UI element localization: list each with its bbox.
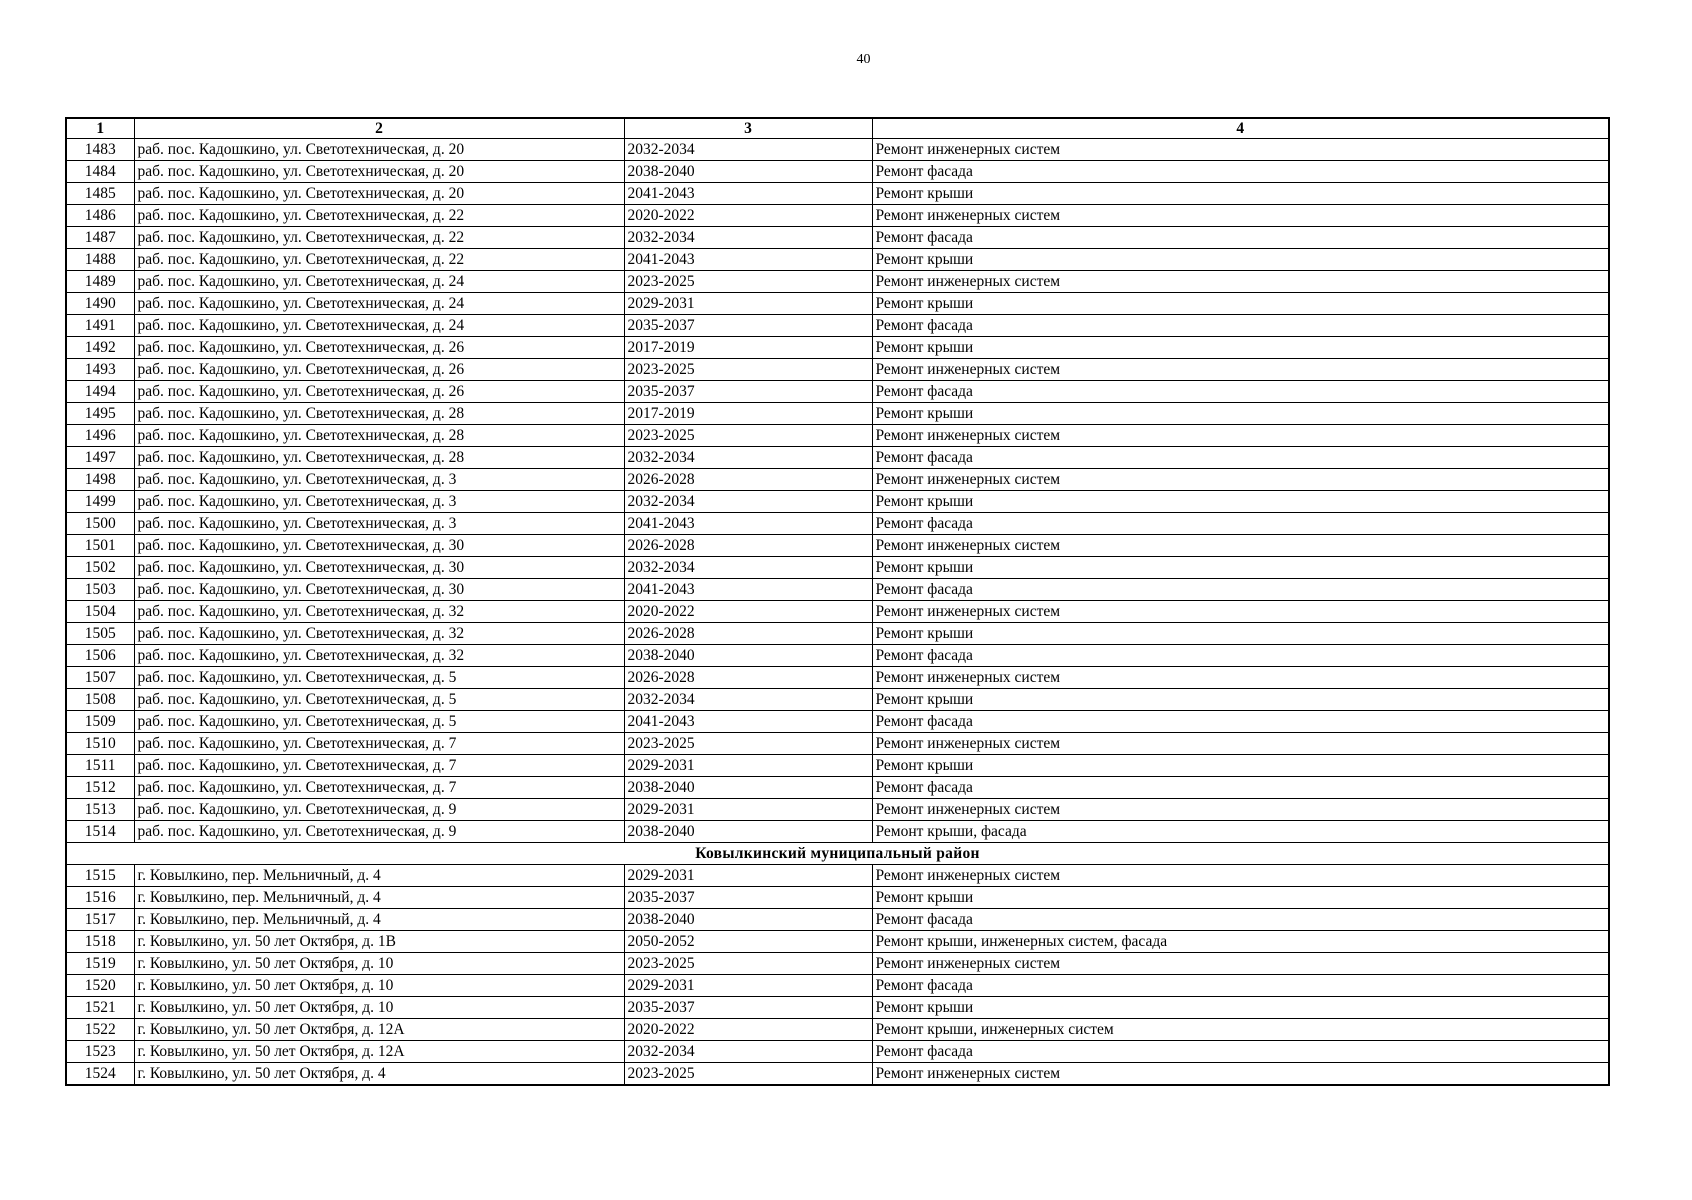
row-number: 1490 bbox=[66, 293, 134, 315]
row-address: раб. пос. Кадошкино, ул. Светотехническая, д. 5 bbox=[134, 711, 624, 733]
row-work-type: Ремонт крыши bbox=[872, 403, 1609, 425]
row-number: 1485 bbox=[66, 183, 134, 205]
table-row bbox=[66, 139, 1609, 161]
section-row bbox=[66, 843, 1609, 865]
row-work-type: Ремонт инженерных систем bbox=[872, 601, 1609, 623]
row-number: 1505 bbox=[66, 623, 134, 645]
row-work-type: Ремонт инженерных систем bbox=[872, 733, 1609, 755]
header-row bbox=[66, 118, 1609, 139]
row-work-type: Ремонт фасада bbox=[872, 513, 1609, 535]
row-number: 1503 bbox=[66, 579, 134, 601]
row-period: 2032-2034 bbox=[624, 689, 872, 711]
row-address: раб. пос. Кадошкино, ул. Светотехническая, д. 3 bbox=[134, 491, 624, 513]
row-address: раб. пос. Кадошкино, ул. Светотехническая, д. 9 bbox=[134, 821, 624, 843]
row-work-type: Ремонт инженерных систем bbox=[872, 425, 1609, 447]
row-work-type: Ремонт фасада bbox=[872, 579, 1609, 601]
row-address: раб. пос. Кадошкино, ул. Светотехническая, д. 28 bbox=[134, 447, 624, 469]
table-row bbox=[66, 1063, 1609, 1086]
row-work-type: Ремонт инженерных систем bbox=[872, 359, 1609, 381]
table-row bbox=[66, 1019, 1609, 1041]
row-address: раб. пос. Кадошкино, ул. Светотехническая, д. 30 bbox=[134, 535, 624, 557]
row-period: 2038-2040 bbox=[624, 821, 872, 843]
row-work-type: Ремонт фасада bbox=[872, 161, 1609, 183]
row-number: 1496 bbox=[66, 425, 134, 447]
row-period: 2035-2037 bbox=[624, 381, 872, 403]
row-number: 1519 bbox=[66, 953, 134, 975]
table-row bbox=[66, 755, 1609, 777]
table-row bbox=[66, 315, 1609, 337]
row-period: 2020-2022 bbox=[624, 205, 872, 227]
row-number: 1522 bbox=[66, 1019, 134, 1041]
row-period: 2041-2043 bbox=[624, 249, 872, 271]
row-period: 2023-2025 bbox=[624, 733, 872, 755]
row-work-type: Ремонт фасада bbox=[872, 1041, 1609, 1063]
row-number: 1487 bbox=[66, 227, 134, 249]
table-row bbox=[66, 865, 1609, 887]
row-number: 1502 bbox=[66, 557, 134, 579]
row-period: 2035-2037 bbox=[624, 997, 872, 1019]
row-address: раб. пос. Кадошкино, ул. Светотехническая, д. 30 bbox=[134, 557, 624, 579]
table-row bbox=[66, 513, 1609, 535]
row-work-type: Ремонт фасада bbox=[872, 711, 1609, 733]
row-period: 2032-2034 bbox=[624, 491, 872, 513]
row-work-type: Ремонт крыши bbox=[872, 623, 1609, 645]
row-period: 2023-2025 bbox=[624, 953, 872, 975]
row-work-type: Ремонт фасада bbox=[872, 447, 1609, 469]
row-number: 1523 bbox=[66, 1041, 134, 1063]
table-row bbox=[66, 975, 1609, 997]
table-row bbox=[66, 623, 1609, 645]
row-period: 2023-2025 bbox=[624, 359, 872, 381]
row-number: 1521 bbox=[66, 997, 134, 1019]
table-row bbox=[66, 205, 1609, 227]
row-work-type: Ремонт фасада bbox=[872, 227, 1609, 249]
row-address: раб. пос. Кадошкино, ул. Светотехническая, д. 30 bbox=[134, 579, 624, 601]
table-row bbox=[66, 733, 1609, 755]
row-number: 1516 bbox=[66, 887, 134, 909]
row-number: 1500 bbox=[66, 513, 134, 535]
table-row bbox=[66, 557, 1609, 579]
row-work-type: Ремонт крыши bbox=[872, 183, 1609, 205]
row-address: раб. пос. Кадошкино, ул. Светотехническая, д. 20 bbox=[134, 183, 624, 205]
row-number: 1514 bbox=[66, 821, 134, 843]
row-period: 2038-2040 bbox=[624, 161, 872, 183]
row-address: раб. пос. Кадошкино, ул. Светотехническая, д. 7 bbox=[134, 733, 624, 755]
row-period: 2029-2031 bbox=[624, 975, 872, 997]
row-work-type: Ремонт инженерных систем bbox=[872, 139, 1609, 161]
row-address: раб. пос. Кадошкино, ул. Светотехническая, д. 32 bbox=[134, 645, 624, 667]
row-address: раб. пос. Кадошкино, ул. Светотехническая, д. 5 bbox=[134, 667, 624, 689]
row-work-type: Ремонт инженерных систем bbox=[872, 205, 1609, 227]
row-work-type: Ремонт инженерных систем bbox=[872, 535, 1609, 557]
row-work-type: Ремонт крыши bbox=[872, 293, 1609, 315]
row-work-type: Ремонт крыши bbox=[872, 887, 1609, 909]
row-address: раб. пос. Кадошкино, ул. Светотехническая, д. 9 bbox=[134, 799, 624, 821]
table-row bbox=[66, 359, 1609, 381]
row-number: 1499 bbox=[66, 491, 134, 513]
row-period: 2041-2043 bbox=[624, 711, 872, 733]
row-address: г. Ковылкино, ул. 50 лет Октября, д. 10 bbox=[134, 975, 624, 997]
row-address: раб. пос. Кадошкино, ул. Светотехническая, д. 24 bbox=[134, 315, 624, 337]
row-number: 1497 bbox=[66, 447, 134, 469]
table-row bbox=[66, 161, 1609, 183]
row-number: 1508 bbox=[66, 689, 134, 711]
row-work-type: Ремонт крыши bbox=[872, 997, 1609, 1019]
row-address: раб. пос. Кадошкино, ул. Светотехническая, д. 24 bbox=[134, 293, 624, 315]
table-row bbox=[66, 777, 1609, 799]
table-row bbox=[66, 667, 1609, 689]
repair-schedule-table bbox=[65, 117, 1610, 1086]
row-address: раб. пос. Кадошкино, ул. Светотехническая, д. 7 bbox=[134, 777, 624, 799]
row-period: 2023-2025 bbox=[624, 1063, 872, 1086]
row-number: 1486 bbox=[66, 205, 134, 227]
table-row bbox=[66, 293, 1609, 315]
row-work-type: Ремонт инженерных систем bbox=[872, 1063, 1609, 1086]
table-row bbox=[66, 227, 1609, 249]
table-row bbox=[66, 1041, 1609, 1063]
row-number: 1483 bbox=[66, 139, 134, 161]
row-period: 2017-2019 bbox=[624, 337, 872, 359]
table-row bbox=[66, 645, 1609, 667]
row-address: раб. пос. Кадошкино, ул. Светотехническая, д. 22 bbox=[134, 249, 624, 271]
row-address: г. Ковылкино, ул. 50 лет Октября, д. 12А bbox=[134, 1019, 624, 1041]
row-period: 2032-2034 bbox=[624, 447, 872, 469]
row-number: 1484 bbox=[66, 161, 134, 183]
row-period: 2029-2031 bbox=[624, 865, 872, 887]
row-period: 2038-2040 bbox=[624, 645, 872, 667]
row-work-type: Ремонт крыши bbox=[872, 689, 1609, 711]
table-row bbox=[66, 337, 1609, 359]
table-row bbox=[66, 601, 1609, 623]
row-number: 1498 bbox=[66, 469, 134, 491]
row-work-type: Ремонт инженерных систем bbox=[872, 799, 1609, 821]
table-row bbox=[66, 931, 1609, 953]
row-work-type: Ремонт крыши, инженерных систем, фасада bbox=[872, 931, 1609, 953]
table-row bbox=[66, 183, 1609, 205]
row-period: 2020-2022 bbox=[624, 601, 872, 623]
row-number: 1501 bbox=[66, 535, 134, 557]
row-period: 2035-2037 bbox=[624, 887, 872, 909]
column-header-3: 3 bbox=[624, 118, 872, 139]
row-period: 2050-2052 bbox=[624, 931, 872, 953]
row-number: 1491 bbox=[66, 315, 134, 337]
row-number: 1495 bbox=[66, 403, 134, 425]
row-address: раб. пос. Кадошкино, ул. Светотехническая, д. 3 bbox=[134, 513, 624, 535]
table-row bbox=[66, 579, 1609, 601]
table-row bbox=[66, 953, 1609, 975]
row-period: 2041-2043 bbox=[624, 183, 872, 205]
row-period: 2020-2022 bbox=[624, 1019, 872, 1041]
row-number: 1492 bbox=[66, 337, 134, 359]
row-address: раб. пос. Кадошкино, ул. Светотехническая, д. 28 bbox=[134, 425, 624, 447]
row-period: 2023-2025 bbox=[624, 425, 872, 447]
row-address: раб. пос. Кадошкино, ул. Светотехническая, д. 7 bbox=[134, 755, 624, 777]
table-row bbox=[66, 469, 1609, 491]
row-period: 2032-2034 bbox=[624, 139, 872, 161]
row-work-type: Ремонт инженерных систем bbox=[872, 865, 1609, 887]
row-address: г. Ковылкино, ул. 50 лет Октября, д. 1В bbox=[134, 931, 624, 953]
row-number: 1511 bbox=[66, 755, 134, 777]
row-number: 1518 bbox=[66, 931, 134, 953]
row-work-type: Ремонт крыши bbox=[872, 337, 1609, 359]
table-row bbox=[66, 799, 1609, 821]
row-number: 1493 bbox=[66, 359, 134, 381]
column-header-4: 4 bbox=[872, 118, 1609, 139]
row-period: 2038-2040 bbox=[624, 909, 872, 931]
row-period: 2041-2043 bbox=[624, 513, 872, 535]
row-work-type: Ремонт фасада bbox=[872, 381, 1609, 403]
row-work-type: Ремонт инженерных систем bbox=[872, 667, 1609, 689]
table-body bbox=[66, 139, 1609, 1086]
row-period: 2026-2028 bbox=[624, 535, 872, 557]
row-period: 2041-2043 bbox=[624, 579, 872, 601]
column-header-1: 1 bbox=[66, 118, 134, 139]
row-work-type: Ремонт инженерных систем bbox=[872, 469, 1609, 491]
row-work-type: Ремонт фасада bbox=[872, 777, 1609, 799]
row-number: 1504 bbox=[66, 601, 134, 623]
row-address: раб. пос. Кадошкино, ул. Светотехническая, д. 28 bbox=[134, 403, 624, 425]
row-number: 1513 bbox=[66, 799, 134, 821]
row-address: раб. пос. Кадошкино, ул. Светотехническая, д. 26 bbox=[134, 359, 624, 381]
row-number: 1488 bbox=[66, 249, 134, 271]
row-address: раб. пос. Кадошкино, ул. Светотехническая, д. 20 bbox=[134, 161, 624, 183]
row-period: 2029-2031 bbox=[624, 293, 872, 315]
table-row bbox=[66, 381, 1609, 403]
row-period: 2017-2019 bbox=[624, 403, 872, 425]
row-period: 2026-2028 bbox=[624, 667, 872, 689]
row-address: г. Ковылкино, пер. Мельничный, д. 4 bbox=[134, 865, 624, 887]
row-address: раб. пос. Кадошкино, ул. Светотехническая, д. 32 bbox=[134, 623, 624, 645]
row-address: раб. пос. Кадошкино, ул. Светотехническая, д. 26 bbox=[134, 337, 624, 359]
row-period: 2032-2034 bbox=[624, 1041, 872, 1063]
table-row bbox=[66, 447, 1609, 469]
table-row bbox=[66, 689, 1609, 711]
row-address: г. Ковылкино, ул. 50 лет Октября, д. 10 bbox=[134, 953, 624, 975]
table-row bbox=[66, 887, 1609, 909]
table-row bbox=[66, 535, 1609, 557]
table-row bbox=[66, 491, 1609, 513]
row-work-type: Ремонт крыши, инженерных систем bbox=[872, 1019, 1609, 1041]
row-address: раб. пос. Кадошкино, ул. Светотехническая, д. 22 bbox=[134, 205, 624, 227]
row-number: 1509 bbox=[66, 711, 134, 733]
row-number: 1517 bbox=[66, 909, 134, 931]
table-row bbox=[66, 425, 1609, 447]
row-work-type: Ремонт фасада bbox=[872, 315, 1609, 337]
row-number: 1507 bbox=[66, 667, 134, 689]
row-work-type: Ремонт крыши, фасада bbox=[872, 821, 1609, 843]
row-number: 1520 bbox=[66, 975, 134, 997]
row-address: раб. пос. Кадошкино, ул. Светотехническая, д. 5 bbox=[134, 689, 624, 711]
row-work-type: Ремонт фасада bbox=[872, 975, 1609, 997]
row-period: 2038-2040 bbox=[624, 777, 872, 799]
row-work-type: Ремонт фасада bbox=[872, 645, 1609, 667]
row-number: 1512 bbox=[66, 777, 134, 799]
table-row bbox=[66, 249, 1609, 271]
row-address: г. Ковылкино, пер. Мельничный, д. 4 bbox=[134, 909, 624, 931]
section-title: Ковылкинский муниципальный район bbox=[66, 843, 1609, 865]
row-address: раб. пос. Кадошкино, ул. Светотехническая, д. 24 bbox=[134, 271, 624, 293]
row-work-type: Ремонт крыши bbox=[872, 755, 1609, 777]
row-period: 2029-2031 bbox=[624, 755, 872, 777]
row-number: 1510 bbox=[66, 733, 134, 755]
column-header-2: 2 bbox=[134, 118, 624, 139]
row-period: 2026-2028 bbox=[624, 469, 872, 491]
row-work-type: Ремонт крыши bbox=[872, 249, 1609, 271]
row-address: раб. пос. Кадошкино, ул. Светотехническая, д. 3 bbox=[134, 469, 624, 491]
row-period: 2035-2037 bbox=[624, 315, 872, 337]
row-address: г. Ковылкино, пер. Мельничный, д. 4 bbox=[134, 887, 624, 909]
row-number: 1494 bbox=[66, 381, 134, 403]
row-period: 2032-2034 bbox=[624, 227, 872, 249]
row-number: 1524 bbox=[66, 1063, 134, 1086]
row-number: 1489 bbox=[66, 271, 134, 293]
row-work-type: Ремонт крыши bbox=[872, 491, 1609, 513]
table-row bbox=[66, 271, 1609, 293]
row-address: г. Ковылкино, ул. 50 лет Октября, д. 4 bbox=[134, 1063, 624, 1086]
table-row bbox=[66, 909, 1609, 931]
row-work-type: Ремонт инженерных систем bbox=[872, 271, 1609, 293]
row-period: 2026-2028 bbox=[624, 623, 872, 645]
row-work-type: Ремонт фасада bbox=[872, 909, 1609, 931]
row-period: 2029-2031 bbox=[624, 799, 872, 821]
row-work-type: Ремонт инженерных систем bbox=[872, 953, 1609, 975]
row-work-type: Ремонт крыши bbox=[872, 557, 1609, 579]
table-row bbox=[66, 711, 1609, 733]
table-row bbox=[66, 403, 1609, 425]
row-number: 1515 bbox=[66, 865, 134, 887]
row-address: раб. пос. Кадошкино, ул. Светотехническая, д. 26 bbox=[134, 381, 624, 403]
row-address: раб. пос. Кадошкино, ул. Светотехническая, д. 22 bbox=[134, 227, 624, 249]
row-period: 2023-2025 bbox=[624, 271, 872, 293]
row-period: 2032-2034 bbox=[624, 557, 872, 579]
row-address: раб. пос. Кадошкино, ул. Светотехническая, д. 20 bbox=[134, 139, 624, 161]
row-address: г. Ковылкино, ул. 50 лет Октября, д. 12А bbox=[134, 1041, 624, 1063]
table-row bbox=[66, 997, 1609, 1019]
table-row bbox=[66, 821, 1609, 843]
row-address: раб. пос. Кадошкино, ул. Светотехническая, д. 32 bbox=[134, 601, 624, 623]
row-number: 1506 bbox=[66, 645, 134, 667]
page-number: 40 bbox=[856, 52, 871, 67]
row-address: г. Ковылкино, ул. 50 лет Октября, д. 10 bbox=[134, 997, 624, 1019]
